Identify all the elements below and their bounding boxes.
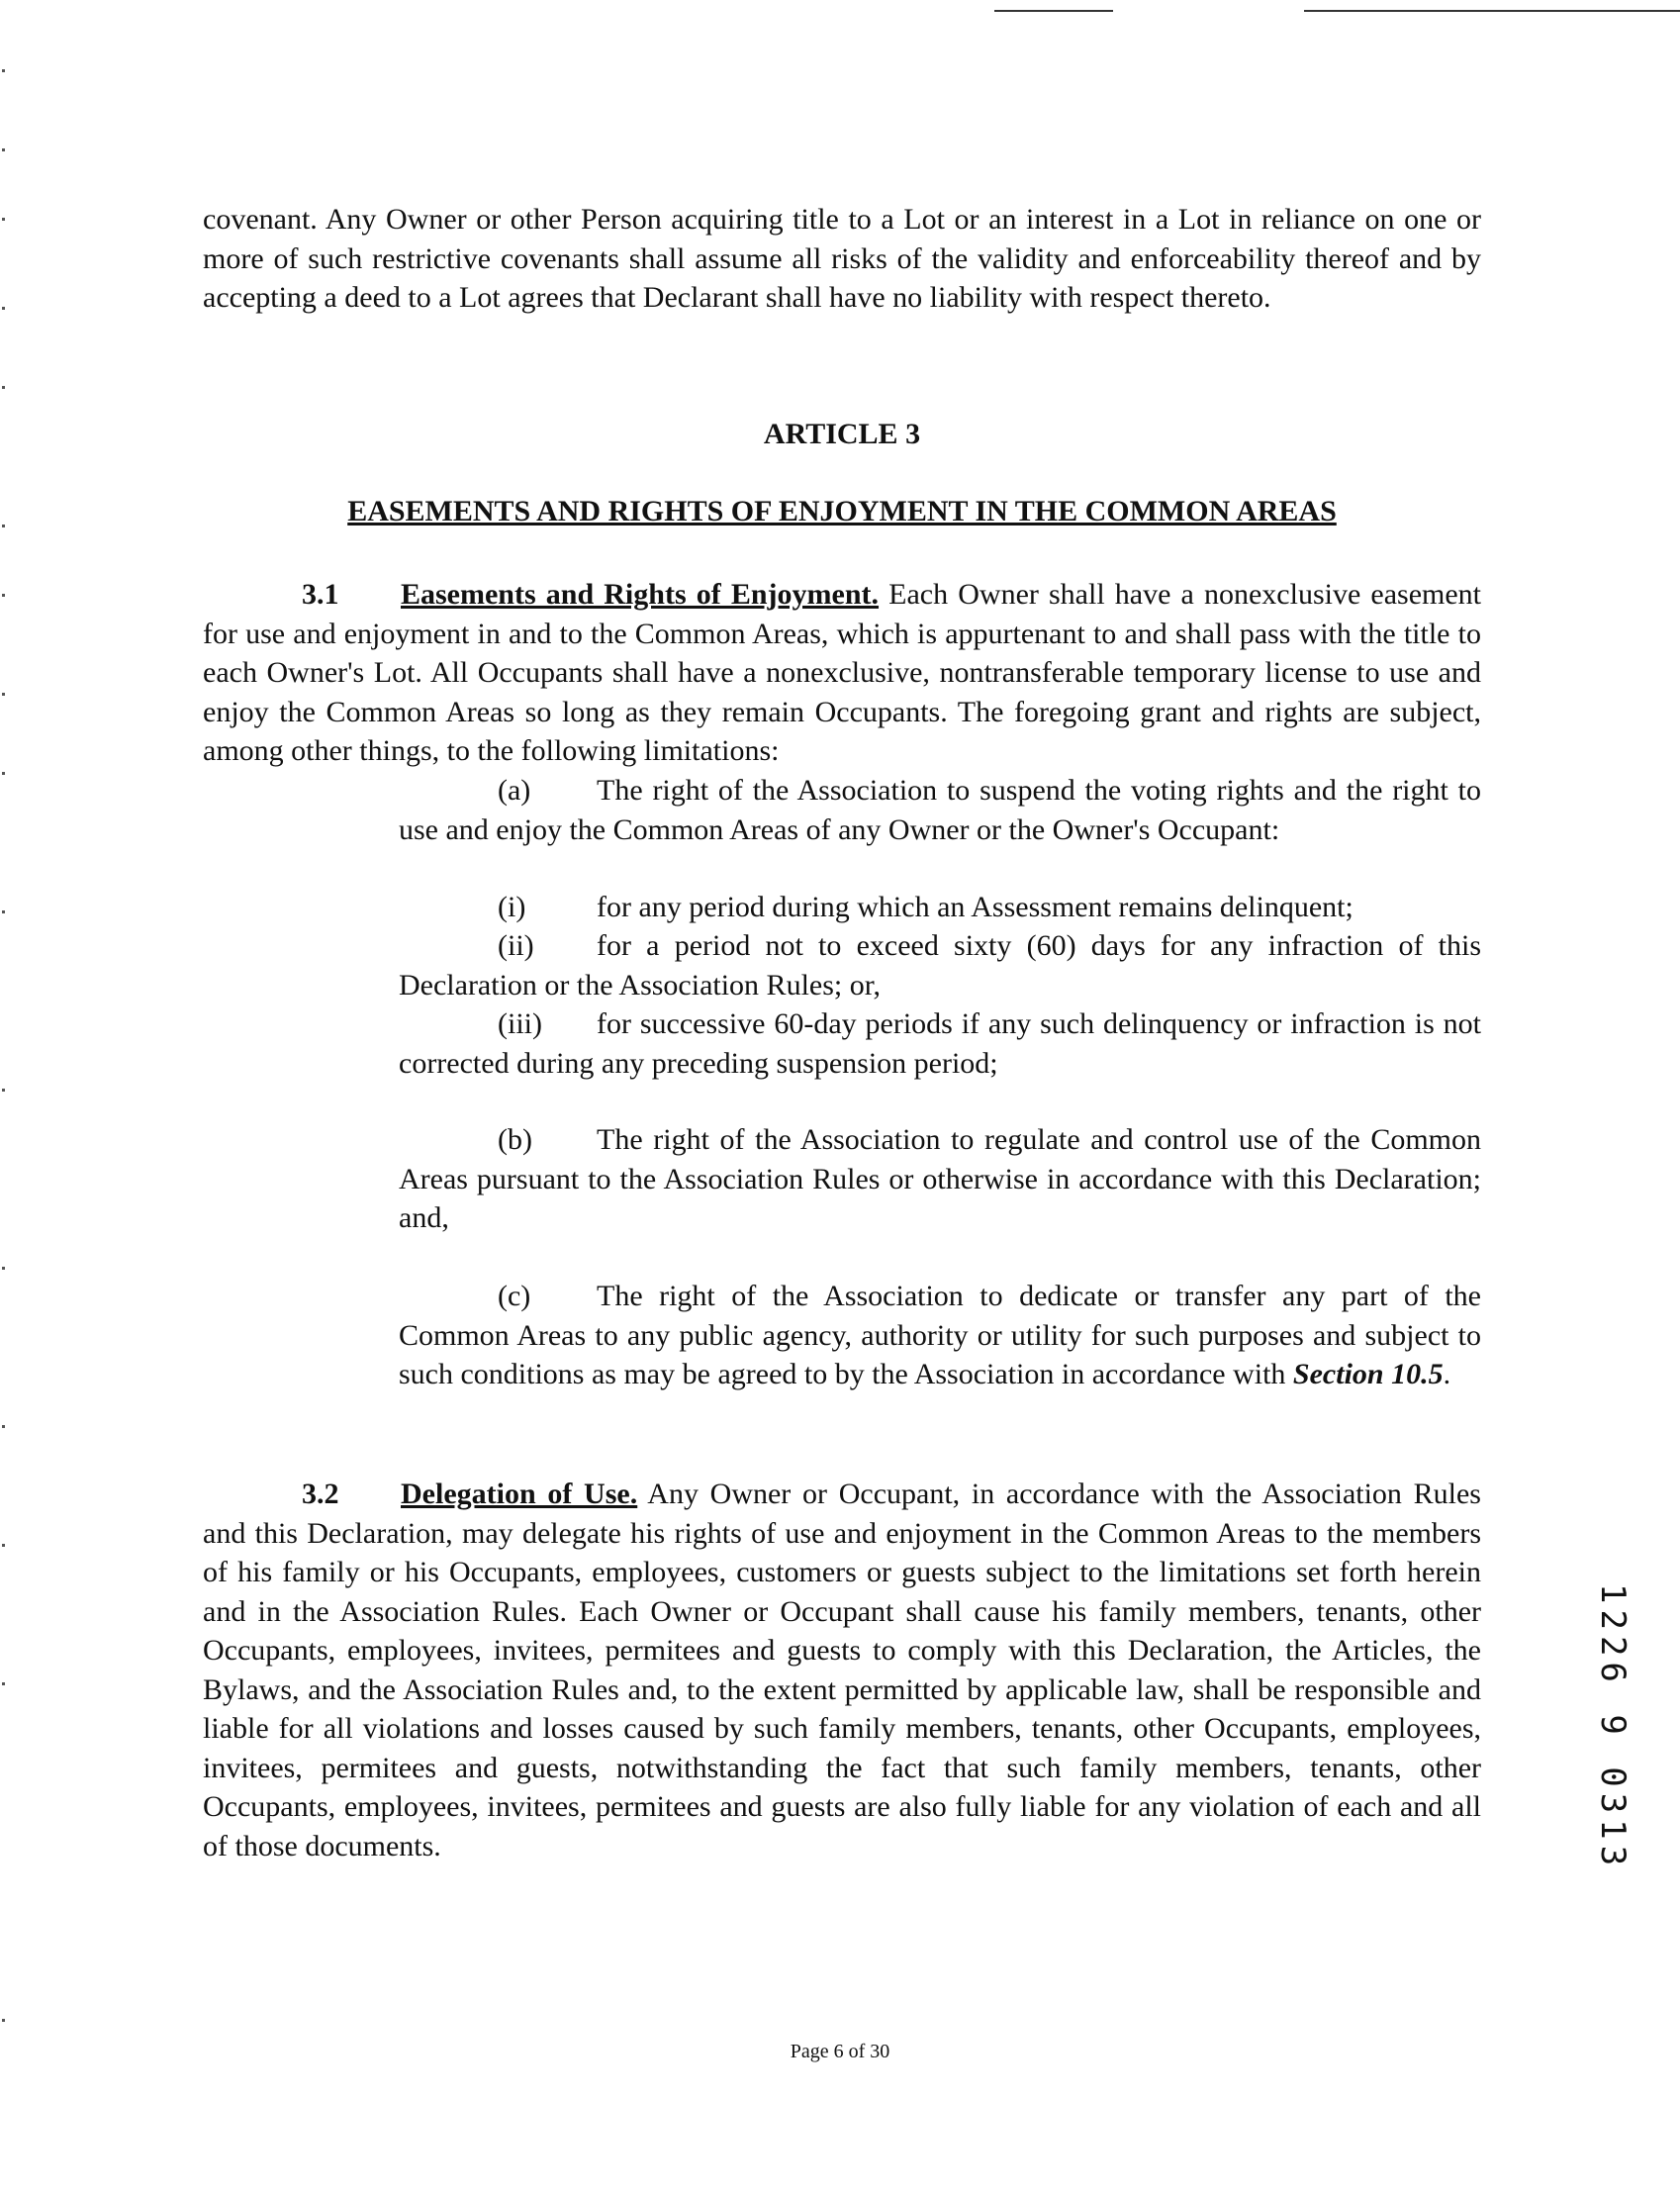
item-text: The right of the Association to suspend the voting rights and the right to use and enjoy the Common Areas of any Owner or the Owner's Occupant:: [399, 774, 1481, 846]
item-iii: [399, 1004, 1481, 1083]
section-number: 3.1: [302, 578, 339, 611]
item-label: (c): [498, 1280, 531, 1312]
item-ii: [399, 926, 1481, 1004]
item-label: (i): [498, 891, 526, 923]
section-number: 3.2: [302, 1478, 339, 1510]
item-label: (a): [498, 774, 531, 807]
item-text-end: .: [1443, 1358, 1451, 1390]
item-text: for a period not to exceed sixty (60) days for any infraction of this Declaration or the Association Rules; or,: [399, 929, 1481, 1002]
page-footer: Page 6 of 30: [790, 2041, 890, 2062]
section-3-1: [203, 575, 1481, 771]
recording-number-stamp: 1226 9 0313: [1593, 1583, 1633, 1872]
item-text: for successive 60-day periods if any such delinquency or infraction is not corrected during any preceding suspension period;: [399, 1007, 1481, 1080]
section-title: Delegation of Use.: [401, 1478, 638, 1510]
item-b: [399, 1120, 1481, 1238]
item-label: (ii): [498, 929, 534, 962]
item-label: (iii): [498, 1007, 542, 1040]
article-title: EASEMENTS AND RIGHTS OF ENJOYMENT IN THE COMMON AREAS: [347, 495, 1337, 527]
item-c: [399, 1277, 1481, 1394]
item-text: The right of the Association to dedicate or transfer any part of the Common Areas to any public agency, authority or utility for such purposes and subject to such conditions as may be agreed to by the Association in accordance with: [399, 1280, 1481, 1390]
section-body: Any Owner or Occupant, in accordance with the Association Rules and this Declaration, may delegate his rights of use and enjoyment in the Common Areas to the members of his family or his Occupants, employees, customers or guests subject to the limitations set forth herein and in the Association Rules. Each Owner or Occupant shall cause his family members, tenants, other Occupants, employees, invitees, permitees and guests to comply with this Declaration, the Articles, the Bylaws, and the Association Rules and, to the extent permitted by applicable law, shall be responsible and liable for all violations and losses caused by such family members, tenants, other Occupants, employees, invitees, permitees and guests, notwithstanding the fact that such family members, tenants, other Occupants, employees, invitees, permitees and guests are also fully liable for any violation of each and all of those documents.: [203, 1478, 1481, 1862]
scan-edge-line: [1304, 10, 1680, 12]
article-number: ARTICLE 3: [763, 418, 921, 450]
scan-edge-line: [994, 10, 1113, 12]
item-text: for any period during which an Assessment remains delinquent;: [597, 891, 1353, 923]
section-3-2: [203, 1475, 1481, 1865]
item-label: (b): [498, 1123, 532, 1156]
item-i: [399, 888, 1481, 927]
item-text: The right of the Association to regulate and control use of the Common Areas pursuant to the Association Rules or otherwise in accordance with this Declaration; and,: [399, 1123, 1481, 1234]
section-title: Easements and Rights of Enjoyment.: [401, 578, 880, 611]
section-reference: Section 10.5: [1292, 1358, 1444, 1390]
item-a: [399, 771, 1481, 849]
intro-paragraph: covenant. Any Owner or other Person acquiring title to a Lot or an interest in a Lot in reliance on one or more of such restrictive covenants shall assume all risks of the validity and enforceability thereof and by accepting a deed to a Lot agrees that Declarant shall have no liability with respect thereto.: [203, 203, 1481, 314]
section-body: Each Owner shall have a nonexclusive easement for use and enjoyment in and to the Common Areas, which is appurtenant to and shall pass with the title to each Owner's Lot. All Occupants shall have a nonexclusive, nontransferable temporary license to use and enjoy the Common Areas so long as they remain Occupants. The foregoing grant and rights are subject, among other things, to the following limitations:: [203, 578, 1481, 767]
binding-edge-marks: [0, 59, 8, 2138]
